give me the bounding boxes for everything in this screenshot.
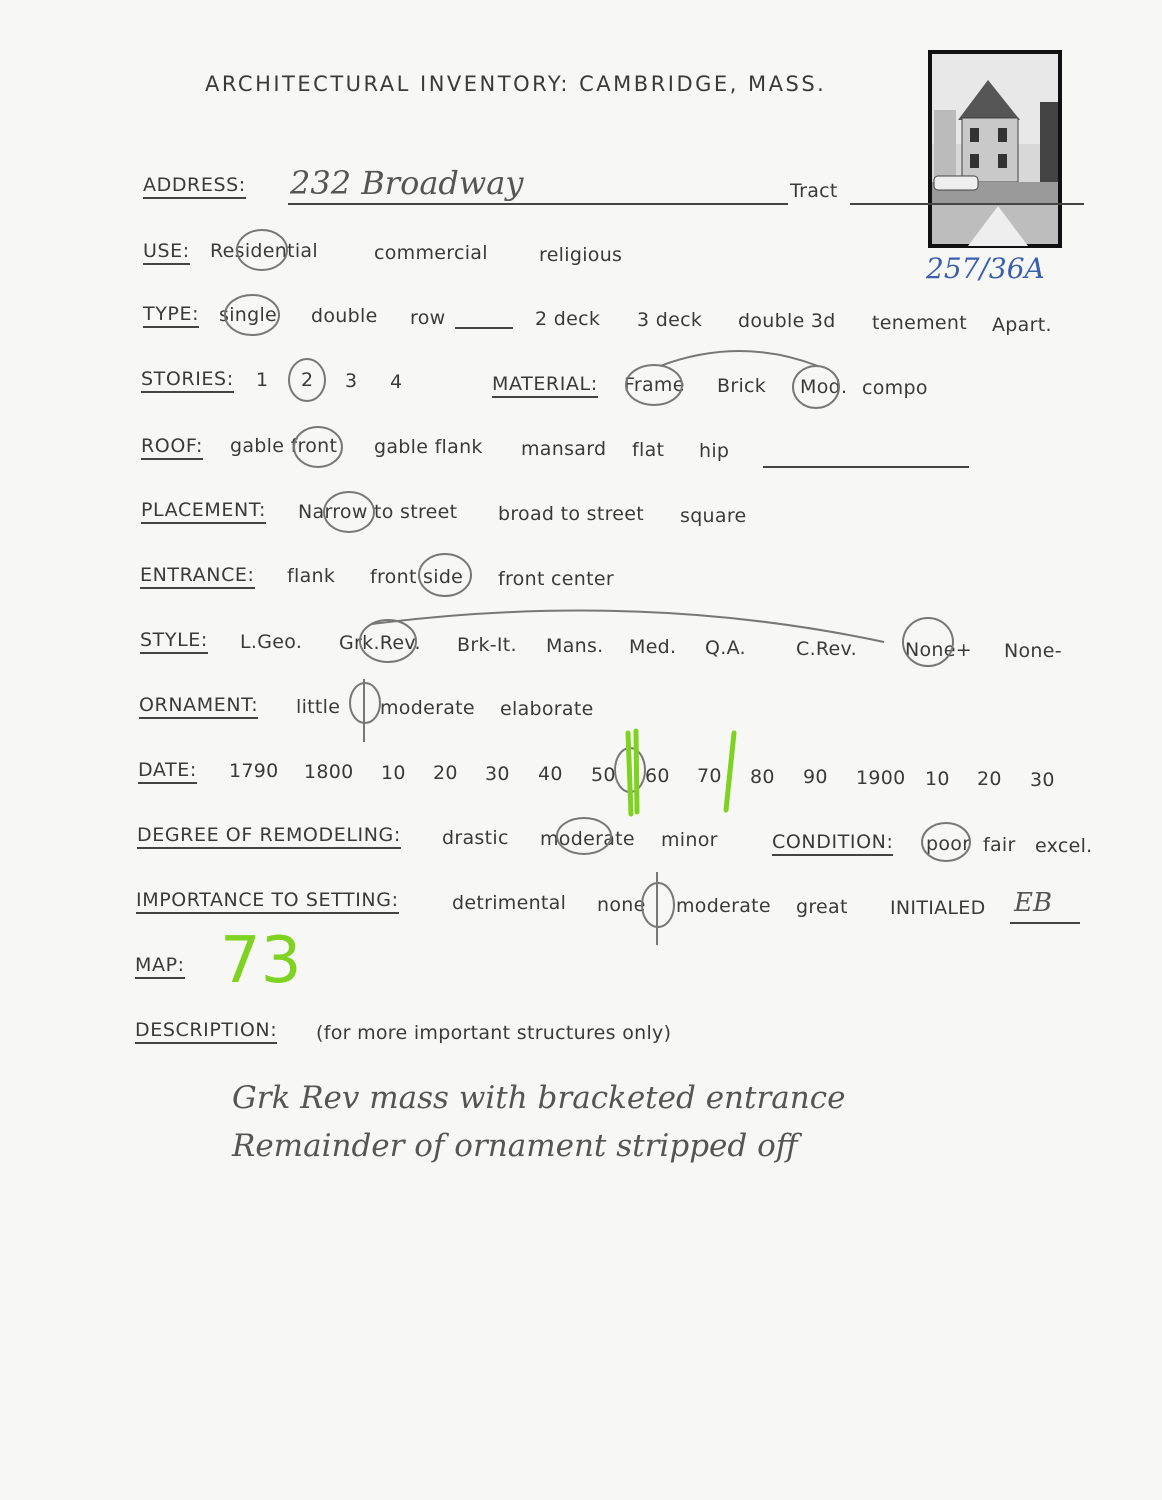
connect-grk-none [372, 611, 884, 642]
connect-frame-mod [660, 351, 818, 366]
date-1930: 30 [1030, 769, 1055, 791]
placement-square: square [680, 505, 747, 527]
style-lgeo: L.Geo. [240, 631, 303, 653]
remodeling-drastic: drastic [442, 827, 509, 849]
roof-flat: flat [632, 439, 665, 461]
date-50: 50 [591, 764, 616, 786]
stories-label: STORIES: [141, 368, 234, 393]
date-10: 10 [381, 762, 406, 784]
style-grk-rev: Grk.Rev. [339, 632, 421, 654]
stories-1: 1 [256, 369, 269, 391]
roof-hip: hip [699, 440, 730, 462]
condition-poor: poor [926, 833, 971, 855]
address-label: ADDRESS: [143, 174, 246, 199]
circle-poor [922, 823, 970, 861]
circle-grk-rev [360, 620, 416, 662]
circle-narrow [324, 492, 374, 532]
material-compo: compo [862, 377, 928, 399]
stories-4: 4 [390, 371, 403, 393]
style-mans: Mans. [546, 635, 604, 657]
circle-side [419, 554, 471, 596]
date-20: 20 [433, 762, 458, 784]
importance-none: none [597, 894, 646, 916]
condition-label: CONDITION: [772, 831, 893, 856]
date-1910: 10 [925, 768, 950, 790]
style-none-minus: None- [1004, 640, 1062, 662]
material-frame: Frame [624, 374, 685, 396]
date-1920: 20 [977, 768, 1002, 790]
type-apartment: Apart. [992, 314, 1052, 336]
material-label: MATERIAL: [492, 373, 598, 398]
use-religious: religious [539, 244, 623, 266]
green-mark-3 [726, 733, 734, 810]
style-crev: C.Rev. [796, 638, 857, 660]
roof-gable-front: gable front [230, 435, 338, 457]
photo-reference-number: 257/36A [926, 252, 1045, 285]
style-med: Med. [629, 636, 677, 658]
circle-single [225, 295, 279, 335]
entrance-front-center: front center [498, 568, 614, 590]
use-label: USE: [143, 240, 190, 265]
importance-moderate: moderate [676, 895, 771, 917]
circle-frame [626, 365, 682, 405]
date-1900: 1900 [856, 767, 906, 789]
use-commercial: commercial [374, 242, 488, 264]
importance-great: great [796, 896, 848, 918]
date-40: 40 [538, 763, 563, 785]
description-note: (for more important structures only) [316, 1022, 672, 1044]
style-qa: Q.A. [705, 637, 746, 659]
condition-excel: excel. [1035, 835, 1093, 857]
description-label: DESCRIPTION: [135, 1019, 277, 1044]
roof-gable-flank: gable flank [374, 436, 483, 458]
form-title: ARCHITECTURAL INVENTORY: CAMBRIDGE, MASS. [205, 72, 827, 96]
map-label: MAP: [135, 954, 185, 979]
condition-fair: fair [983, 834, 1016, 856]
use-residential: Residential [210, 240, 318, 262]
type-double-3d: double 3d [738, 310, 836, 332]
placement-narrow: Narrow to street [298, 501, 458, 523]
type-2-deck: 2 deck [535, 308, 601, 330]
roof-label: ROOF: [141, 435, 203, 460]
ornament-moderate: moderate [380, 697, 475, 719]
type-row: row [410, 307, 446, 329]
circle-mod [793, 366, 839, 408]
circle-residential [237, 230, 287, 270]
placement-label: PLACEMENT: [141, 499, 266, 524]
type-3-deck: 3 deck [637, 309, 703, 331]
green-mark-2 [636, 731, 637, 812]
entrance-label: ENTRANCE: [140, 564, 255, 589]
map-number: 73 [220, 924, 302, 998]
description-line-2: Remainder of ornament stripped off [232, 1128, 798, 1164]
style-brk-it: Brk-It. [457, 634, 517, 656]
date-1800: 1800 [304, 761, 354, 783]
type-double: double [311, 305, 378, 327]
remodeling-moderate: moderate [540, 828, 635, 850]
initialed-value: EB [1014, 888, 1053, 918]
date-70: 70 [697, 765, 722, 787]
tract-label: Tract [790, 180, 838, 202]
date-60: 60 [645, 765, 670, 787]
roof-mansard: mansard [521, 438, 607, 460]
circle-stories-2 [289, 359, 325, 401]
stories-3: 3 [345, 370, 358, 392]
date-label: DATE: [138, 759, 197, 784]
remodeling-label: DEGREE OF REMODELING: [137, 824, 401, 849]
initialed-label: INITIALED [890, 897, 986, 919]
type-label: TYPE: [143, 303, 199, 328]
entrance-front-side: front side [370, 566, 464, 588]
date-1790: 1790 [229, 760, 279, 782]
importance-label: IMPORTANCE TO SETTING: [136, 889, 399, 914]
remodeling-minor: minor [661, 829, 718, 851]
ornament-label: ORNAMENT: [139, 694, 258, 719]
material-mod: Mod. [800, 376, 848, 398]
ornament-elaborate: elaborate [500, 698, 594, 720]
ornament-little: little [296, 696, 341, 718]
address-value: 232 Broadway [290, 164, 524, 202]
type-tenement: tenement [872, 312, 967, 334]
style-label: STYLE: [140, 629, 208, 654]
circle-gable-front [294, 427, 342, 467]
style-none-plus: None+ [905, 639, 972, 661]
material-brick: Brick [717, 375, 767, 397]
date-90: 90 [803, 766, 828, 788]
circle-none-plus [903, 618, 953, 666]
green-mark-1 [628, 733, 631, 814]
description-line-1: Grk Rev mass with bracketed entrance [232, 1080, 846, 1116]
entrance-flank: flank [287, 565, 336, 587]
stories-2: 2 [301, 369, 314, 391]
placement-broad: broad to street [498, 503, 645, 525]
type-single: single [219, 304, 278, 326]
date-80: 80 [750, 766, 775, 788]
importance-detrimental: detrimental [452, 892, 567, 914]
circle-moderate-remodel [557, 818, 611, 854]
date-30: 30 [485, 763, 510, 785]
